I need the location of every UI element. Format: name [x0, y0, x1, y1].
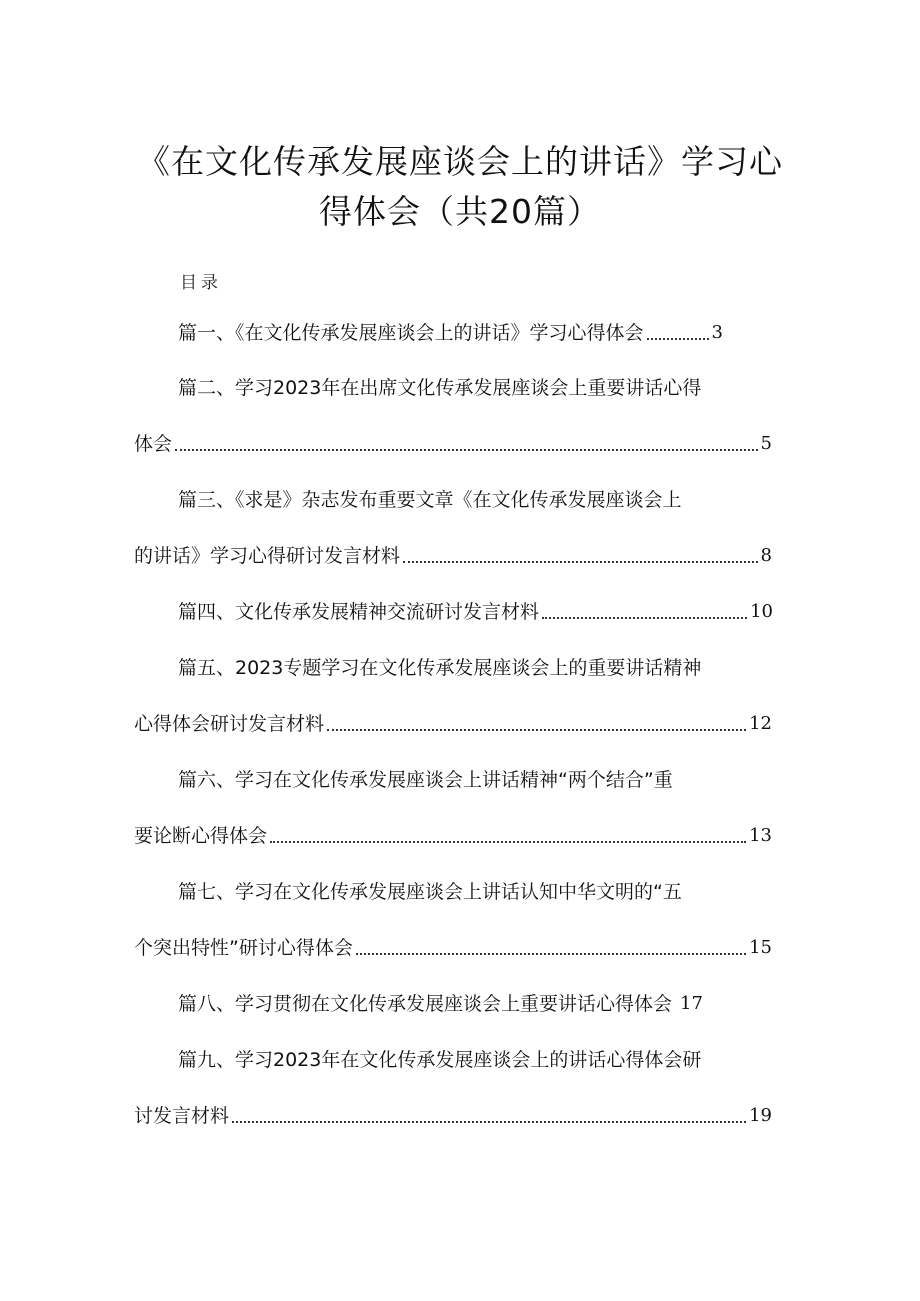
toc-entry-title: 篇一、《在文化传承发展座谈会上的讲话》学习心得体会 [178, 322, 644, 344]
toc-entry-2-continuation[interactable] [134, 432, 772, 456]
toc-entry-title: 篇五、2023专题学习在文化传承发展座谈会上的重要讲话精神 [178, 657, 702, 679]
toc-entry-title-continued: 体会 [134, 433, 173, 455]
toc-page-number: 15 [749, 937, 772, 958]
toc-entry-6[interactable] [178, 768, 673, 792]
toc-heading: 目录 [180, 273, 222, 293]
document-title-line-2: 得体会（共20篇） [319, 192, 601, 231]
toc-page-number: 17 [680, 993, 703, 1014]
toc-entry-5[interactable] [178, 656, 701, 680]
toc-entry-3[interactable] [178, 488, 682, 512]
toc-entry-title: 篇八、学习贯彻在文化传承发展座谈会上重要讲话心得体会 [178, 993, 673, 1015]
toc-entry-9-continuation[interactable] [134, 1104, 772, 1128]
toc-entry-9[interactable] [178, 1048, 701, 1072]
dot-leader [175, 449, 758, 451]
toc-entry-title-continued: 的讲话》学习心得研讨发言材料 [134, 545, 401, 567]
toc-page-number: 19 [749, 1105, 772, 1126]
toc-page-number: 5 [760, 433, 772, 454]
toc-entry-title: 篇七、学习在文化传承发展座谈会上讲话认知中华文明的“五 [178, 881, 682, 903]
toc-entry-title-continued: 心得体会研讨发言材料 [134, 713, 325, 735]
toc-entry-title-continued: 要论断心得体会 [134, 825, 268, 847]
dot-leader [403, 561, 758, 563]
toc-page-number: 13 [749, 825, 772, 846]
toc-entry-7[interactable] [178, 880, 682, 904]
dot-leader [270, 841, 746, 843]
toc-entry-4[interactable] [178, 600, 773, 624]
dot-leader [327, 729, 746, 731]
toc-entry-1[interactable] [178, 321, 723, 345]
toc-entry-7-continuation[interactable] [134, 936, 772, 960]
toc-entry-3-continuation[interactable] [134, 544, 772, 568]
toc-entry-title: 篇四、文化传承发展精神交流研讨发言材料 [178, 601, 540, 623]
toc-page-number: 3 [711, 322, 723, 343]
toc-entry-title: 篇九、学习2023年在文化传承发展座谈会上的讲话心得体会研 [178, 1049, 702, 1071]
toc-entry-2[interactable] [178, 376, 701, 400]
toc-entry-title: 篇三、《求是》杂志发布重要文章《在文化传承发展座谈会上 [178, 489, 682, 511]
toc-page-number: 10 [750, 601, 773, 622]
toc-entry-5-continuation[interactable] [134, 712, 772, 736]
dot-leader [356, 953, 746, 955]
toc-page-number: 12 [749, 713, 772, 734]
dot-leader [647, 338, 709, 340]
dot-leader [542, 617, 747, 619]
toc-entry-8[interactable] [178, 992, 703, 1016]
toc-entry-title: 篇二、学习2023年在出席文化传承发展座谈会上重要讲话心得 [178, 377, 702, 399]
dot-leader [232, 1121, 746, 1123]
toc-page-number: 8 [760, 545, 772, 566]
toc-entry-title-continued: 个突出特性”研讨心得体会 [134, 937, 353, 959]
toc-entry-title-continued: 讨发言材料 [134, 1105, 230, 1127]
document-title-line-1: 《在文化传承发展座谈会上的讲话》学习心 [137, 142, 783, 181]
toc-entry-6-continuation[interactable] [134, 824, 772, 848]
toc-entry-title: 篇六、学习在文化传承发展座谈会上讲话精神“两个结合”重 [178, 769, 673, 791]
